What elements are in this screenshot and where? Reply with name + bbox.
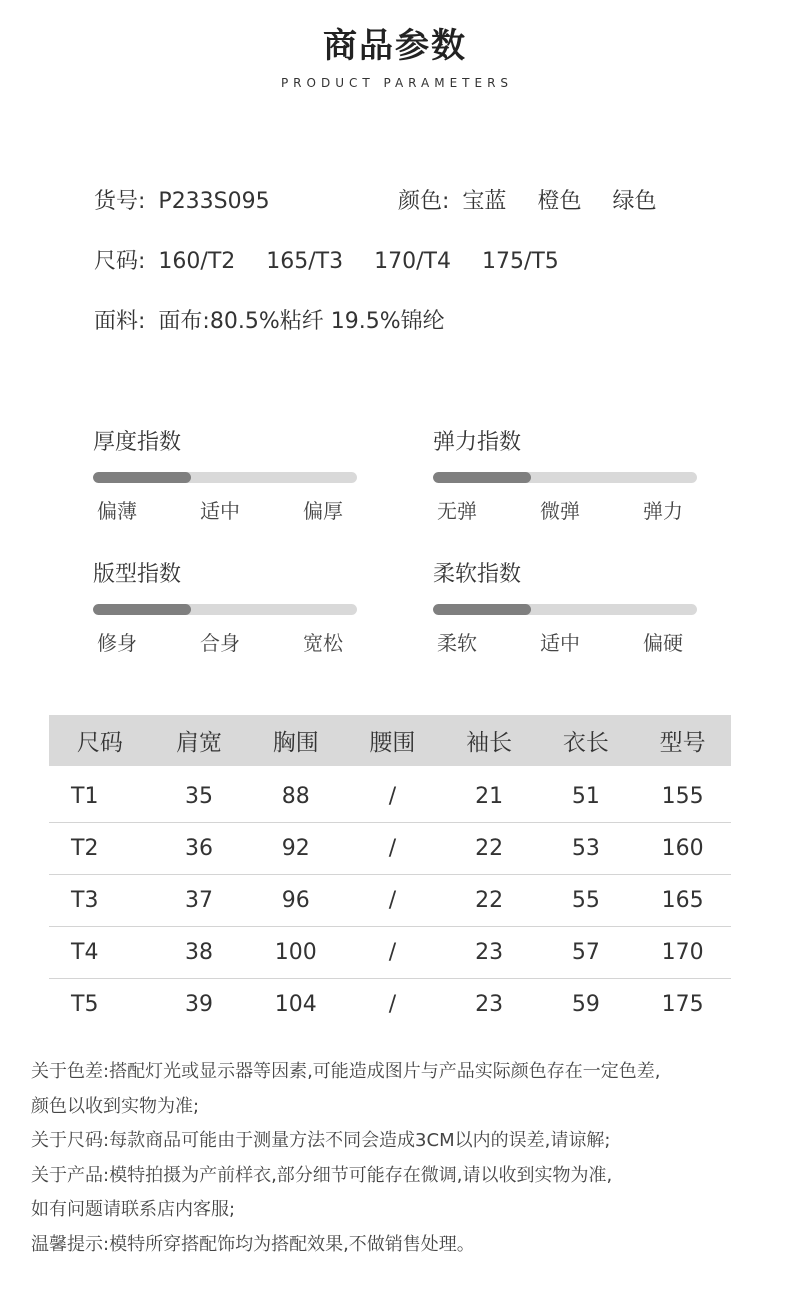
index-label: 宽松 <box>303 631 343 655</box>
note-line: 温馨提示:模特所穿搭配饰均为搭配效果,不做销售处理。 <box>31 1233 475 1255</box>
index-label: 偏薄 <box>97 499 137 523</box>
thickness-index <box>93 428 358 523</box>
table-cell: 170 <box>634 927 731 979</box>
softness-index <box>433 560 698 655</box>
elasticity-index <box>433 428 698 523</box>
index-track <box>433 472 697 483</box>
table-cell: 53 <box>538 823 635 875</box>
table-cell: T4 <box>49 927 151 979</box>
table-cell: T3 <box>49 875 151 927</box>
table-cell: 23 <box>475 992 504 1017</box>
table-cell: 39 <box>184 992 213 1017</box>
table-header-row <box>49 715 731 766</box>
index-fill <box>93 604 191 615</box>
spec-item-no <box>94 184 270 215</box>
index-title: 弹力指数 <box>433 430 522 455</box>
index-title: 柔软指数 <box>433 562 522 587</box>
table-cell: 57 <box>538 927 635 979</box>
table-header-cell: 胸围 <box>247 715 344 766</box>
notes-section <box>31 1055 781 1262</box>
table-cell: 104 <box>274 992 317 1017</box>
index-label: 适中 <box>200 499 240 523</box>
index-label: 偏厚 <box>303 499 343 523</box>
note-line: 关于产品:模特拍摄为产前样衣,部分细节可能存在微调,请以收到实物为准, <box>31 1164 613 1186</box>
table-row <box>49 979 731 1031</box>
size-label: 尺码: <box>94 249 146 274</box>
table-row <box>49 927 731 979</box>
table-cell: / <box>344 875 441 927</box>
index-label: 无弹 <box>437 499 477 523</box>
table-cell: 23 <box>441 927 538 979</box>
item-no-value: P233S095 <box>158 189 270 214</box>
table-cell: / <box>344 927 441 979</box>
table-cell: / <box>344 766 441 823</box>
table-header-cell: 衣长 <box>538 715 635 766</box>
table-header-cell: 尺码 <box>49 715 151 766</box>
page-subtitle: PRODUCT PARAMETERS <box>280 76 514 90</box>
size-option: 165/T3 <box>266 249 344 274</box>
fabric-value: 面布:80.5%粘纤 19.5%锦纶 <box>158 309 445 334</box>
table-cell: 175 <box>661 992 704 1017</box>
page-title: 商品参数 <box>323 26 467 66</box>
note-line: 关于色差:搭配灯光或显示器等因素,可能造成图片与产品实际颜色存在一定色差, <box>31 1061 661 1082</box>
fabric-label: 面料: <box>94 309 146 334</box>
index-track <box>433 604 697 615</box>
index-label: 微弹 <box>540 499 580 523</box>
table-cell: 165 <box>634 875 731 927</box>
spec-color <box>398 184 656 215</box>
table-cell: 55 <box>538 875 635 927</box>
color-label: 颜色: <box>398 189 450 214</box>
table-cell: / <box>388 992 397 1017</box>
color-option: 橙色 <box>537 189 582 214</box>
table-cell: 36 <box>151 823 248 875</box>
index-label: 适中 <box>540 631 580 655</box>
index-label: 柔软 <box>437 631 477 655</box>
table-cell: 37 <box>151 875 248 927</box>
table-cell: 100 <box>247 927 344 979</box>
size-option: 170/T4 <box>374 249 451 274</box>
note-line: 如有问题请联系店内客服; <box>31 1199 236 1220</box>
table-cell: 22 <box>441 875 538 927</box>
table-cell: 96 <box>247 875 344 927</box>
table-cell: 51 <box>538 766 635 823</box>
note-line: 颜色以收到实物为准; <box>31 1095 200 1117</box>
table-header-cell: 腰围 <box>344 715 441 766</box>
table-cell: T2 <box>49 823 151 875</box>
size-option: 175/T5 <box>481 249 559 274</box>
table-cell: 160 <box>634 823 731 875</box>
table-header-cell: 袖长 <box>441 715 538 766</box>
table-cell: T5 <box>71 992 99 1017</box>
table-header-cell: 肩宽 <box>151 715 248 766</box>
size-table <box>49 715 731 1030</box>
index-fill <box>433 604 531 615</box>
table-cell: T1 <box>49 766 151 823</box>
table-header-cell: 型号 <box>634 715 731 766</box>
index-title: 厚度指数 <box>93 430 182 455</box>
color-option: 宝蓝 <box>462 189 507 214</box>
table-cell: 21 <box>441 766 538 823</box>
table-cell: 88 <box>247 766 344 823</box>
fit-index <box>93 560 358 655</box>
color-option: 绿色 <box>612 189 657 214</box>
table-cell: 92 <box>247 823 344 875</box>
index-fill <box>93 472 191 483</box>
table-cell: 35 <box>151 766 248 823</box>
table-row <box>49 823 731 875</box>
index-track <box>93 472 357 483</box>
table-cell: / <box>344 823 441 875</box>
table-row <box>49 766 731 823</box>
index-fill <box>433 472 531 483</box>
table-cell: 38 <box>151 927 248 979</box>
index-track <box>93 604 357 615</box>
table-row <box>49 875 731 927</box>
table-cell: 59 <box>571 992 600 1017</box>
index-label: 弹力 <box>643 499 683 523</box>
size-option: 160/T2 <box>158 249 236 274</box>
table-cell: 22 <box>441 823 538 875</box>
note-line: 关于尺码:每款商品可能由于测量方法不同会造成3CM以内的误差,请谅解; <box>31 1130 611 1151</box>
item-no-label: 货号: <box>94 189 146 214</box>
index-title: 版型指数 <box>93 562 182 587</box>
index-label: 修身 <box>97 631 137 655</box>
spec-size <box>94 244 559 275</box>
spec-fabric <box>94 304 445 335</box>
index-label: 合身 <box>200 631 240 655</box>
table-cell: 155 <box>634 766 731 823</box>
index-label: 偏硬 <box>643 631 683 655</box>
